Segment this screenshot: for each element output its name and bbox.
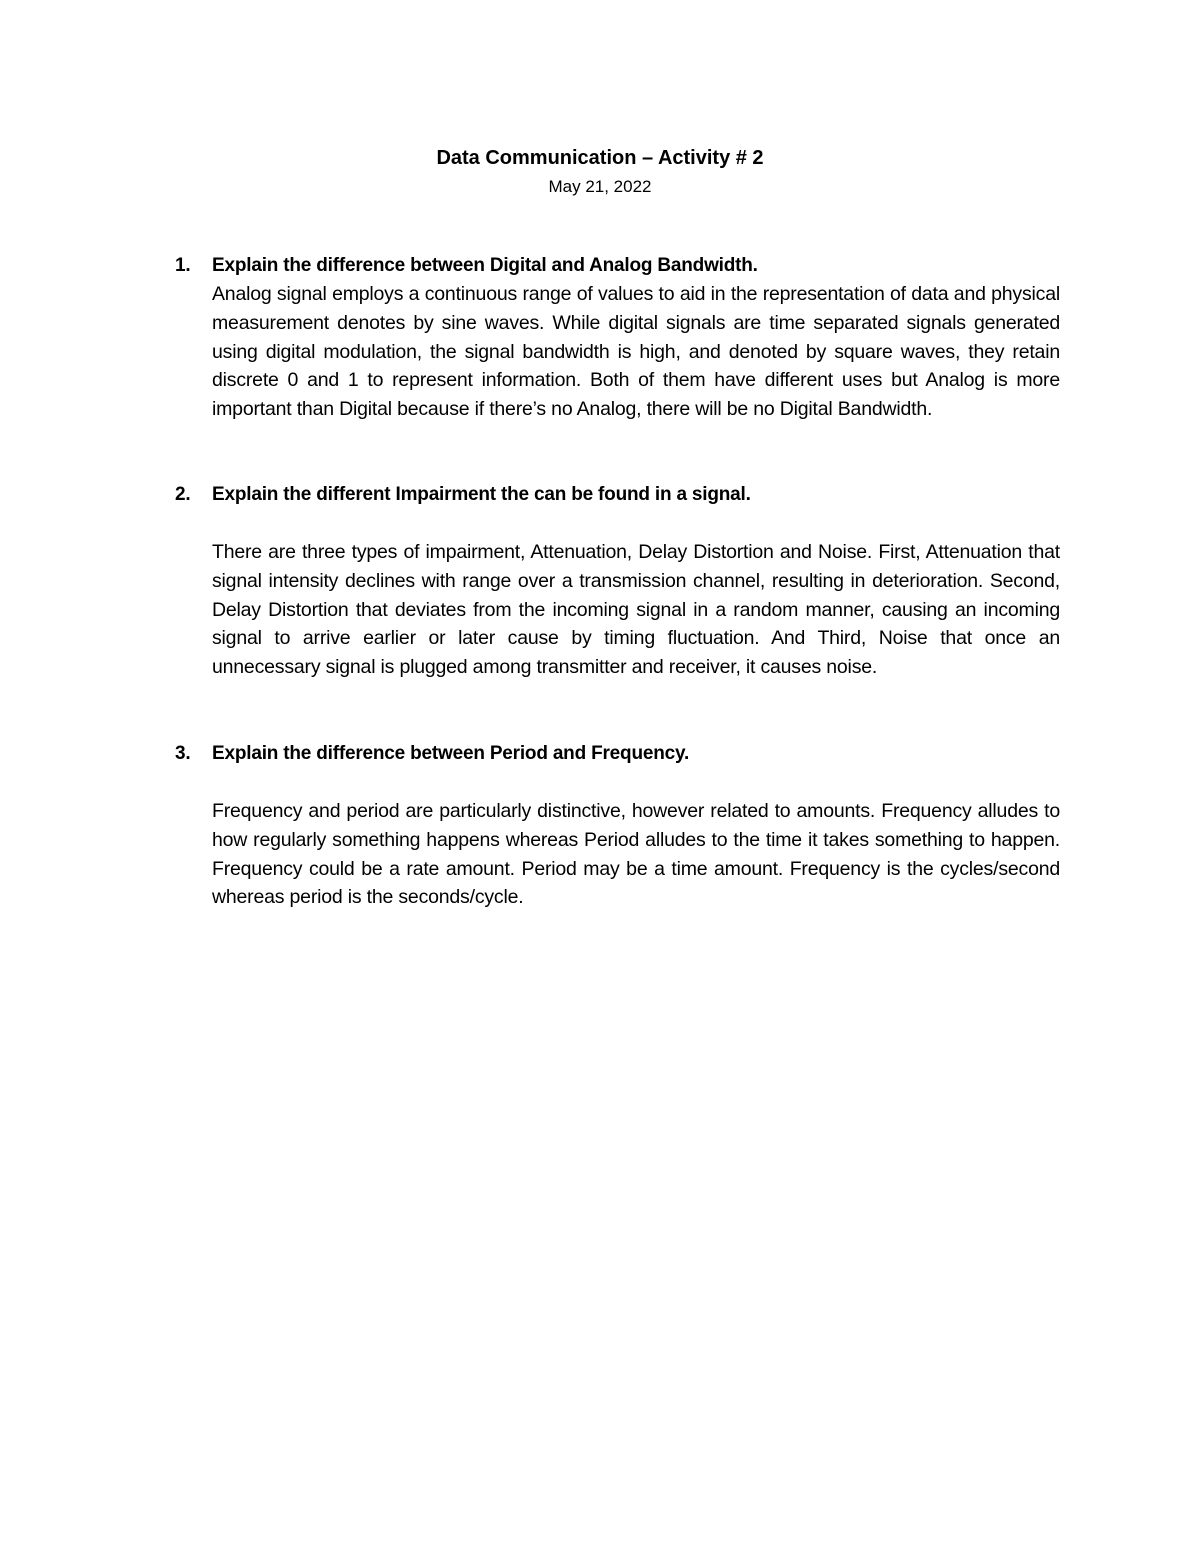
question-heading (175, 252, 1060, 280)
question-1 (175, 252, 1060, 424)
question-heading (175, 481, 1060, 509)
question-3 (175, 740, 1060, 912)
document-date: May 21, 2022 (548, 177, 652, 196)
document-title: Data Communication – Activity # 2 (436, 147, 764, 169)
question-text: Explain the different Impairment the can be found in a signal. (212, 484, 751, 505)
answer-text: Analog signal employs a continuous range of values to aid in the representation of data and physical measurement denotes by sine waves. While digital signals are time separated signals generated using digital modulation, the signal bandwidth is high, and denoted by square waves, they retain discrete 0 and 1 to represent information. Both of them have different uses but Analog is more important than Digital because if there’s no Analog, there will be no Digital Bandwidth. (212, 283, 1060, 421)
question-heading (175, 740, 1060, 768)
question-2 (175, 481, 1060, 682)
question-text: Explain the difference between Period and Frequency. (212, 743, 690, 764)
question-number: 1. (175, 255, 191, 276)
question-text: Explain the difference between Digital and Analog Bandwidth. (212, 255, 758, 276)
answer-text: Frequency and period are particularly distinctive, however related to amounts. Frequency alludes to how regularly something happens whereas Period alludes to the time it takes something to happen. Frequency could be a rate amount. Period may be a time amount. Frequency is the cycles/second whereas period is the seconds/cycle. (212, 800, 1060, 909)
question-number: 2. (175, 484, 191, 505)
question-number: 3. (175, 743, 191, 764)
answer-text: There are three types of impairment, Attenuation, Delay Distortion and Noise. First, Attenuation that signal intensity declines with range over a transmission channel, resulting in deterioration. Second, Delay Distortion that deviates from the incoming signal in a random manner, causing an incoming signal to arrive earlier or later cause by timing fluctuation. And Third, Noise that once an unnecessary signal is plugged among transmitter and receiver, it causes noise. (212, 541, 1060, 679)
